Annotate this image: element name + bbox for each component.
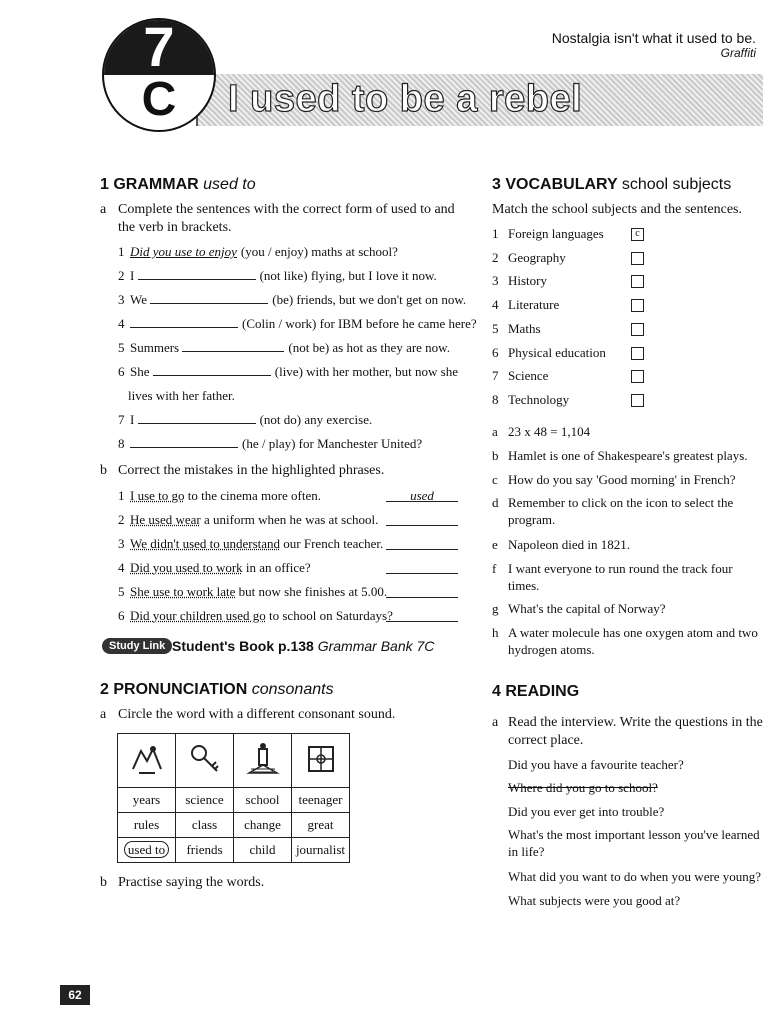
chess-piece-icon <box>234 734 292 788</box>
answer-blank[interactable] <box>130 315 238 328</box>
quote-source: Graffiti <box>720 46 756 60</box>
sentence-rest: but now she finishes at 5.00. <box>235 584 388 599</box>
quote-text: Nostalgia isn't what it used to be. <box>551 30 756 46</box>
grammar-sentence <box>118 435 478 452</box>
answer-checkbox[interactable] <box>631 347 644 360</box>
section-number: 4 <box>492 683 501 700</box>
subject-number: 3 <box>492 273 499 289</box>
grammar-sentence <box>118 315 478 332</box>
section-topic: consonants <box>251 681 334 698</box>
grammar-sentence <box>118 363 478 380</box>
unit-badge <box>102 18 216 132</box>
sentence-rest: to school on Saturdays? <box>265 608 393 623</box>
sentence-letter: b <box>492 448 499 463</box>
item-number: 8 <box>118 436 125 451</box>
match-sentence: Napoleon died in 1821. <box>508 537 631 552</box>
vocabulary-instruction: Match the school subjects and the sentences. <box>492 202 742 217</box>
unit-number: 7 <box>143 18 175 78</box>
grammar-sentence <box>118 411 478 428</box>
subject-number: 1 <box>492 226 499 241</box>
section-title: VOCABULARY <box>505 176 618 193</box>
subject-name: Geography <box>508 249 566 265</box>
word-cell[interactable]: change <box>234 813 292 838</box>
sentence-rest: our French teacher. <box>280 536 384 551</box>
grammar-instruction-b: Correct the mistakes in the highlighted phrases. <box>118 463 385 478</box>
item-number: 5 <box>118 584 125 599</box>
item-number: 5 <box>118 340 125 355</box>
pronunciation-instruction-a: Circle the word with a different consonant sound. <box>118 707 396 722</box>
section-title: READING <box>505 683 580 700</box>
answer-checkbox[interactable] <box>631 275 644 288</box>
sentence-rest: (live) with her mother, but now she <box>274 364 458 379</box>
grammar-sentence <box>118 291 478 308</box>
answer-text: Did you use to enjoy <box>130 244 237 259</box>
answer-blank[interactable] <box>150 291 268 304</box>
grammar-sentence <box>118 267 478 284</box>
answer-checkbox[interactable] <box>631 394 644 407</box>
grammar-sentence <box>118 387 478 404</box>
reading-question[interactable]: Did you ever get into trouble? <box>508 804 665 819</box>
sentence-letter: f <box>492 561 497 576</box>
subject-name: Literature <box>508 297 560 313</box>
subject-name: Physical education <box>508 344 606 360</box>
sentence-rest: in an office? <box>242 560 311 575</box>
part-letter: a <box>100 202 107 217</box>
word-cell[interactable]: school <box>234 788 292 813</box>
correction-answer[interactable]: used <box>386 487 458 502</box>
answer-blank[interactable] <box>130 435 238 448</box>
item-number: 7 <box>118 412 125 427</box>
reading-question[interactable]: Where did you go to school? <box>508 780 658 795</box>
word-cell[interactable]: child <box>234 838 292 863</box>
sentence-letter: c <box>492 472 498 487</box>
page-number: 62 <box>60 985 90 1005</box>
match-sentence: I want everyone to run round the track four times. <box>508 561 733 593</box>
subject-name: Maths <box>508 320 541 336</box>
sentence-rest: (not like) flying, but I love it now. <box>259 268 437 283</box>
item-number: 2 <box>118 512 125 527</box>
answer-blank[interactable] <box>138 411 256 424</box>
highlighted-phrase: We didn't used to understand <box>130 536 281 551</box>
sentence-rest: a uniform when he was at school. <box>200 512 379 527</box>
reading-question[interactable]: Did you have a favourite teacher? <box>508 757 684 772</box>
answer-blank[interactable] <box>182 339 284 352</box>
word-cell-circled[interactable] <box>118 838 176 863</box>
sentence-letter: e <box>492 537 498 552</box>
sentence-rest: (you / enjoy) maths at school? <box>240 244 398 259</box>
match-sentence: 23 x 48 = 1,104 <box>508 424 591 439</box>
correction-answer[interactable] <box>386 583 458 598</box>
answer-checkbox[interactable] <box>631 323 644 336</box>
answer-checkbox[interactable]: c <box>631 228 644 241</box>
correction-answer[interactable] <box>386 511 458 526</box>
section-topic: used to <box>203 176 256 193</box>
grammar-heading <box>100 176 256 194</box>
sentence-start: I <box>130 268 138 283</box>
match-sentence: How do you say 'Good morning' in French? <box>508 472 736 487</box>
subject-number: 4 <box>492 297 499 313</box>
match-sentence: Remember to click on the icon to select the program. <box>508 495 734 527</box>
part-letter: b <box>100 875 107 890</box>
subject-name: Science <box>508 368 549 384</box>
part-letter: a <box>492 715 499 730</box>
sentence-letter: h <box>492 625 499 640</box>
subject-name: Technology <box>508 391 570 407</box>
grammar-sentence <box>118 243 478 260</box>
snake-icon <box>118 734 176 788</box>
correction-answer[interactable] <box>386 559 458 574</box>
highlighted-phrase: Did you used to work <box>130 560 243 575</box>
item-number: 6 <box>118 364 125 379</box>
reading-instruction: Read the interview. Write the questions in the correct place. <box>508 715 763 748</box>
answer-blank[interactable] <box>153 363 271 376</box>
reading-question[interactable]: What subjects were you good at? <box>508 893 681 908</box>
pronunciation-heading <box>100 681 334 699</box>
grammar-instruction-a: Complete the sentences with the correct form of used to and the verb in brackets. <box>118 202 455 235</box>
sentence-rest: (Colin / work) for IBM before he came here? <box>242 316 477 331</box>
item-number: 4 <box>118 316 125 331</box>
item-number: 1 <box>118 488 125 503</box>
subject-number: 2 <box>492 249 499 265</box>
study-link-text[interactable] <box>172 638 434 654</box>
item-number: 3 <box>118 536 125 551</box>
answer-checkbox[interactable] <box>631 252 644 265</box>
sentence-rest: (not do) any exercise. <box>259 412 373 427</box>
sentence-start: We <box>130 292 151 307</box>
match-sentence: What's the capital of Norway? <box>508 601 666 616</box>
word-cell[interactable]: friends <box>176 838 234 863</box>
section-title: GRAMMAR <box>113 176 199 193</box>
pronunciation-instruction-b: Practise saying the words. <box>118 875 265 890</box>
sentence-rest: (he / play) for Manchester United? <box>242 436 423 451</box>
sentence-letter: g <box>492 601 499 616</box>
sentence-rest: to the cinema more often. <box>184 488 321 503</box>
subject-number: 7 <box>492 368 499 384</box>
study-link-badge[interactable]: Study Link <box>102 638 172 654</box>
vocabulary-heading <box>492 176 731 194</box>
part-letter: a <box>100 707 107 722</box>
word-cell[interactable]: great <box>292 813 350 838</box>
jigsaw-icon <box>292 734 350 788</box>
item-number: 2 <box>118 268 125 283</box>
sentence-start: Summers <box>130 340 183 355</box>
sentence-start: I <box>130 412 138 427</box>
match-sentence: Hamlet is one of Shakespeare's greatest plays. <box>508 448 748 463</box>
section-title: PRONUNCIATION <box>113 681 248 698</box>
unit-letter: C <box>141 73 177 126</box>
section-number: 3 <box>492 176 501 193</box>
study-link-ref: Grammar Bank 7C <box>317 638 435 654</box>
sentence-letter: d <box>492 495 499 510</box>
highlighted-phrase: He used wear <box>130 512 201 527</box>
match-sentence: A water molecule has one oxygen atom and two hydrogen atoms. <box>508 625 758 657</box>
highlighted-phrase: I use to go <box>130 488 185 503</box>
reading-question[interactable]: What did you want to do when you were young? <box>508 869 762 884</box>
word-cell[interactable]: years <box>118 788 176 813</box>
sentence-start: lives with her father. <box>128 388 235 403</box>
answer-checkbox[interactable] <box>631 299 644 312</box>
lesson-title: I used to be a rebel <box>228 78 583 120</box>
section-topic: school subjects <box>621 176 732 193</box>
subject-name: Foreign languages <box>508 226 604 241</box>
section-number: 2 <box>100 681 109 698</box>
reading-heading <box>492 683 579 701</box>
word-cell[interactable]: teenager <box>292 788 350 813</box>
quote-block <box>552 30 756 60</box>
subject-number: 8 <box>492 391 499 407</box>
item-number: 1 <box>118 244 125 259</box>
word-cell[interactable]: journalist <box>292 838 350 863</box>
subject-number: 5 <box>492 320 499 336</box>
item-number: 3 <box>118 292 125 307</box>
item-number: 6 <box>118 608 125 623</box>
subject-name: History <box>508 273 547 289</box>
consonant-table <box>117 733 350 863</box>
sentence-letter: a <box>492 424 498 439</box>
word-cell[interactable]: class <box>176 813 234 838</box>
key-icon <box>176 734 234 788</box>
sentence-start: She <box>130 364 153 379</box>
word-cell[interactable]: rules <box>118 813 176 838</box>
answer-checkbox[interactable] <box>631 370 644 383</box>
grammar-sentence <box>118 339 478 356</box>
correction-answer[interactable] <box>386 607 458 622</box>
item-number: 4 <box>118 560 125 575</box>
reading-question[interactable]: What's the most important lesson you've learned in life? <box>508 827 760 859</box>
highlighted-phrase: She use to work late <box>130 584 236 599</box>
word-cell[interactable]: science <box>176 788 234 813</box>
study-link-page: Student's Book p.138 <box>172 638 314 654</box>
section-number: 1 <box>100 176 109 193</box>
highlighted-phrase: Did your children used go <box>130 608 266 623</box>
sentence-rest: (not be) as hot as they are now. <box>288 340 450 355</box>
part-letter: b <box>100 463 107 478</box>
subject-number: 6 <box>492 344 499 360</box>
answer-blank[interactable] <box>138 267 256 280</box>
circled-word: used to <box>124 841 169 858</box>
correction-answer[interactable] <box>386 535 458 550</box>
sentence-rest: (be) friends, but we don't get on now. <box>272 292 467 307</box>
